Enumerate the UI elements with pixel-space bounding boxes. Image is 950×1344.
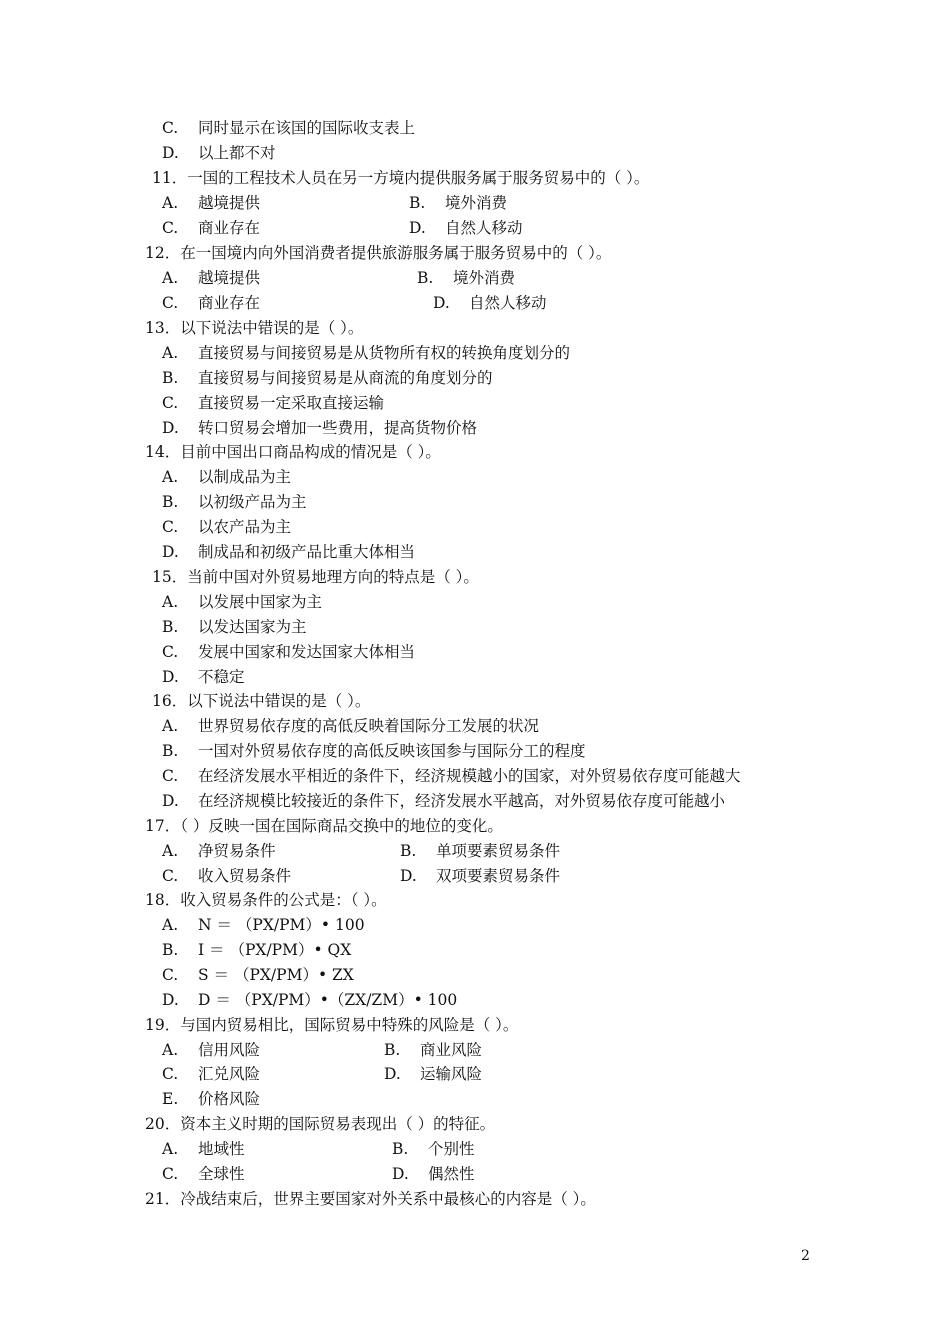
option-text: 发展中国家和发达国家大体相当 bbox=[198, 643, 416, 661]
answer-option bbox=[162, 841, 276, 861]
answer-option bbox=[384, 1040, 482, 1060]
answer-option bbox=[162, 268, 260, 288]
option-letter: C. bbox=[162, 966, 179, 984]
option-text: 不稳定 bbox=[198, 668, 245, 686]
question-text: 16．以下说法中错误的是（ ）。 bbox=[152, 692, 371, 710]
option-text: 单项要素贸易条件 bbox=[436, 842, 561, 860]
option-letter: D. bbox=[162, 419, 179, 437]
option-letter: D. bbox=[162, 792, 179, 810]
option-letter: D. bbox=[162, 668, 179, 686]
answer-option bbox=[162, 617, 307, 637]
option-text: 双项要素贸易条件 bbox=[436, 867, 561, 885]
answer-option bbox=[162, 642, 415, 662]
option-text: D ＝ （PX/PM）•（ZX/ZM）• 100 bbox=[198, 991, 458, 1009]
option-text: 在经济发展水平相近的条件下，经济规模越小的国家，对外贸易依存度可能越大 bbox=[198, 767, 741, 785]
option-text: 直接贸易与间接贸易是从商流的角度划分的 bbox=[198, 369, 493, 387]
option-text: 以发达国家为主 bbox=[198, 618, 307, 636]
option-text: 净贸易条件 bbox=[198, 842, 276, 860]
option-text: 汇兑风险 bbox=[198, 1065, 261, 1083]
option-letter: B. bbox=[417, 269, 434, 287]
option-text: S ＝ （PX/PM）• ZX bbox=[198, 966, 354, 984]
option-letter: B. bbox=[162, 941, 179, 959]
option-letter: A. bbox=[162, 194, 179, 212]
option-text: 商业存在 bbox=[198, 219, 261, 237]
answer-option bbox=[409, 218, 523, 238]
option-text: 以上都不对 bbox=[198, 144, 276, 162]
option-letter: D. bbox=[409, 219, 426, 237]
option-letter: B. bbox=[162, 493, 179, 511]
answer-option bbox=[162, 667, 245, 687]
option-letter: D. bbox=[400, 867, 417, 885]
option-text: 越境提供 bbox=[198, 194, 261, 212]
option-text: I ＝ （PX/PM）• QX bbox=[198, 941, 352, 959]
option-text: 商业风险 bbox=[420, 1041, 483, 1059]
answer-option bbox=[400, 866, 560, 886]
answer-option bbox=[384, 1064, 482, 1084]
answer-option bbox=[162, 965, 354, 985]
option-text: 境外消费 bbox=[445, 194, 508, 212]
option-text: 以发展中国家为主 bbox=[198, 593, 323, 611]
answer-option bbox=[162, 791, 725, 811]
option-letter: D. bbox=[162, 144, 179, 162]
option-text: 地域性 bbox=[198, 1140, 245, 1158]
option-text: 偶然性 bbox=[428, 1165, 475, 1183]
option-letter: A. bbox=[162, 842, 179, 860]
page-number: 2 bbox=[801, 1248, 810, 1264]
answer-option bbox=[162, 1139, 245, 1159]
answer-option bbox=[162, 915, 365, 935]
option-letter: A. bbox=[162, 593, 179, 611]
option-letter: A. bbox=[162, 1140, 179, 1158]
answer-option bbox=[162, 990, 457, 1010]
option-text: 收入贸易条件 bbox=[198, 867, 292, 885]
answer-option bbox=[162, 766, 741, 786]
answer-option bbox=[162, 368, 493, 388]
option-text: N ＝ （PX/PM）• 100 bbox=[198, 916, 365, 934]
option-letter: C. bbox=[162, 1065, 179, 1083]
answer-option bbox=[162, 542, 415, 562]
answer-option bbox=[162, 866, 291, 886]
question-text: 14．目前中国出口商品构成的情况是（ ）。 bbox=[145, 443, 441, 461]
answer-option bbox=[162, 716, 539, 736]
option-letter: A. bbox=[162, 344, 179, 362]
answer-option bbox=[400, 841, 560, 861]
option-text: 直接贸易与间接贸易是从货物所有权的转换角度划分的 bbox=[198, 344, 571, 362]
answer-option bbox=[417, 268, 515, 288]
option-text: 转口贸易会增加一些费用，提高货物价格 bbox=[198, 419, 478, 437]
answer-option bbox=[162, 592, 322, 612]
option-text: 价格风险 bbox=[198, 1090, 261, 1108]
option-text: 以制成品为主 bbox=[198, 468, 292, 486]
answer-option bbox=[162, 343, 570, 363]
option-letter: A. bbox=[162, 717, 179, 735]
option-letter: C. bbox=[162, 119, 179, 137]
option-letter: B. bbox=[400, 842, 417, 860]
option-letter: C. bbox=[162, 394, 179, 412]
question-text: 19．与国内贸易相比，国际贸易中特殊的风险是（ ）。 bbox=[145, 1016, 519, 1034]
option-letter: A. bbox=[162, 916, 179, 934]
option-letter: A. bbox=[162, 269, 179, 287]
option-text: 以初级产品为主 bbox=[198, 493, 307, 511]
answer-option bbox=[162, 1164, 245, 1184]
option-text: 制成品和初级产品比重大体相当 bbox=[198, 543, 416, 561]
option-text: 以农产品为主 bbox=[198, 518, 292, 536]
question-text: 21．冷战结束后，世界主要国家对外关系中最核心的内容是（ ）。 bbox=[145, 1190, 596, 1208]
question-text: 13．以下说法中错误的是（ ）。 bbox=[145, 319, 364, 337]
answer-option bbox=[162, 1064, 260, 1084]
option-letter: C. bbox=[162, 767, 179, 785]
option-letter: D. bbox=[162, 991, 179, 1009]
option-text: 越境提供 bbox=[198, 269, 261, 287]
answer-option bbox=[162, 517, 291, 537]
option-letter: B. bbox=[162, 369, 179, 387]
option-letter: A. bbox=[162, 1041, 179, 1059]
option-text: 同时显示在该国的国际收支表上 bbox=[198, 119, 416, 137]
answer-option bbox=[162, 118, 415, 138]
answer-option bbox=[392, 1139, 475, 1159]
option-text: 世界贸易依存度的高低反映着国际分工发展的状况 bbox=[198, 717, 540, 735]
option-text: 信用风险 bbox=[198, 1041, 261, 1059]
option-letter: B. bbox=[409, 194, 426, 212]
option-letter: B. bbox=[384, 1041, 401, 1059]
answer-option bbox=[162, 940, 351, 960]
option-text: 自然人移动 bbox=[445, 219, 523, 237]
option-letter: C. bbox=[162, 1165, 179, 1183]
question-text: 15．当前中国对外贸易地理方向的特点是（ ）。 bbox=[152, 568, 479, 586]
question-text: 17．（ ）反映一国在国际商品交换中的地位的变化。 bbox=[145, 817, 503, 835]
option-text: 一国对外贸易依存度的高低反映该国参与国际分工的程度 bbox=[198, 742, 586, 760]
option-text: 全球性 bbox=[198, 1165, 245, 1183]
answer-option bbox=[162, 467, 291, 487]
option-text: 境外消费 bbox=[453, 269, 516, 287]
answer-option bbox=[162, 293, 260, 313]
answer-option bbox=[409, 193, 507, 213]
option-text: 在经济规模比较接近的条件下，经济发展水平越高，对外贸易依存度可能越小 bbox=[198, 792, 726, 810]
answer-option bbox=[162, 218, 260, 238]
answer-option bbox=[162, 193, 260, 213]
option-text: 个别性 bbox=[428, 1140, 475, 1158]
question-text: 20．资本主义时期的国际贸易表现出（ ）的特征。 bbox=[145, 1115, 496, 1133]
answer-option bbox=[162, 418, 477, 438]
option-text: 运输风险 bbox=[420, 1065, 483, 1083]
option-text: 商业存在 bbox=[198, 294, 261, 312]
answer-option bbox=[162, 1089, 260, 1109]
answer-option bbox=[162, 393, 384, 413]
option-letter: D. bbox=[384, 1065, 401, 1083]
question-text: 12．在一国境内向外国消费者提供旅游服务属于服务贸易中的（ ）。 bbox=[145, 244, 612, 262]
option-letter: B. bbox=[162, 742, 179, 760]
answer-option bbox=[162, 492, 307, 512]
answer-option bbox=[433, 293, 547, 313]
option-letter: C. bbox=[162, 518, 179, 536]
option-letter: C. bbox=[162, 294, 179, 312]
answer-option bbox=[392, 1164, 475, 1184]
option-letter: D. bbox=[162, 543, 179, 561]
option-text: 直接贸易一定采取直接运输 bbox=[198, 394, 385, 412]
option-letter: B. bbox=[162, 618, 179, 636]
option-letter: E. bbox=[162, 1090, 179, 1108]
option-letter: B. bbox=[392, 1140, 409, 1158]
answer-option bbox=[162, 741, 586, 761]
option-letter: C. bbox=[162, 867, 179, 885]
answer-option bbox=[162, 143, 276, 163]
option-letter: C. bbox=[162, 219, 179, 237]
question-text: 18．收入贸易条件的公式是：（ ）。 bbox=[145, 891, 387, 909]
option-letter: A. bbox=[162, 468, 179, 486]
option-text: 自然人移动 bbox=[469, 294, 547, 312]
question-text: 11．一国的工程技术人员在另一方境内提供服务属于服务贸易中的（ ）。 bbox=[152, 169, 650, 187]
option-letter: D. bbox=[433, 294, 450, 312]
answer-option bbox=[162, 1040, 260, 1060]
option-letter: C. bbox=[162, 643, 179, 661]
option-letter: D. bbox=[392, 1165, 409, 1183]
